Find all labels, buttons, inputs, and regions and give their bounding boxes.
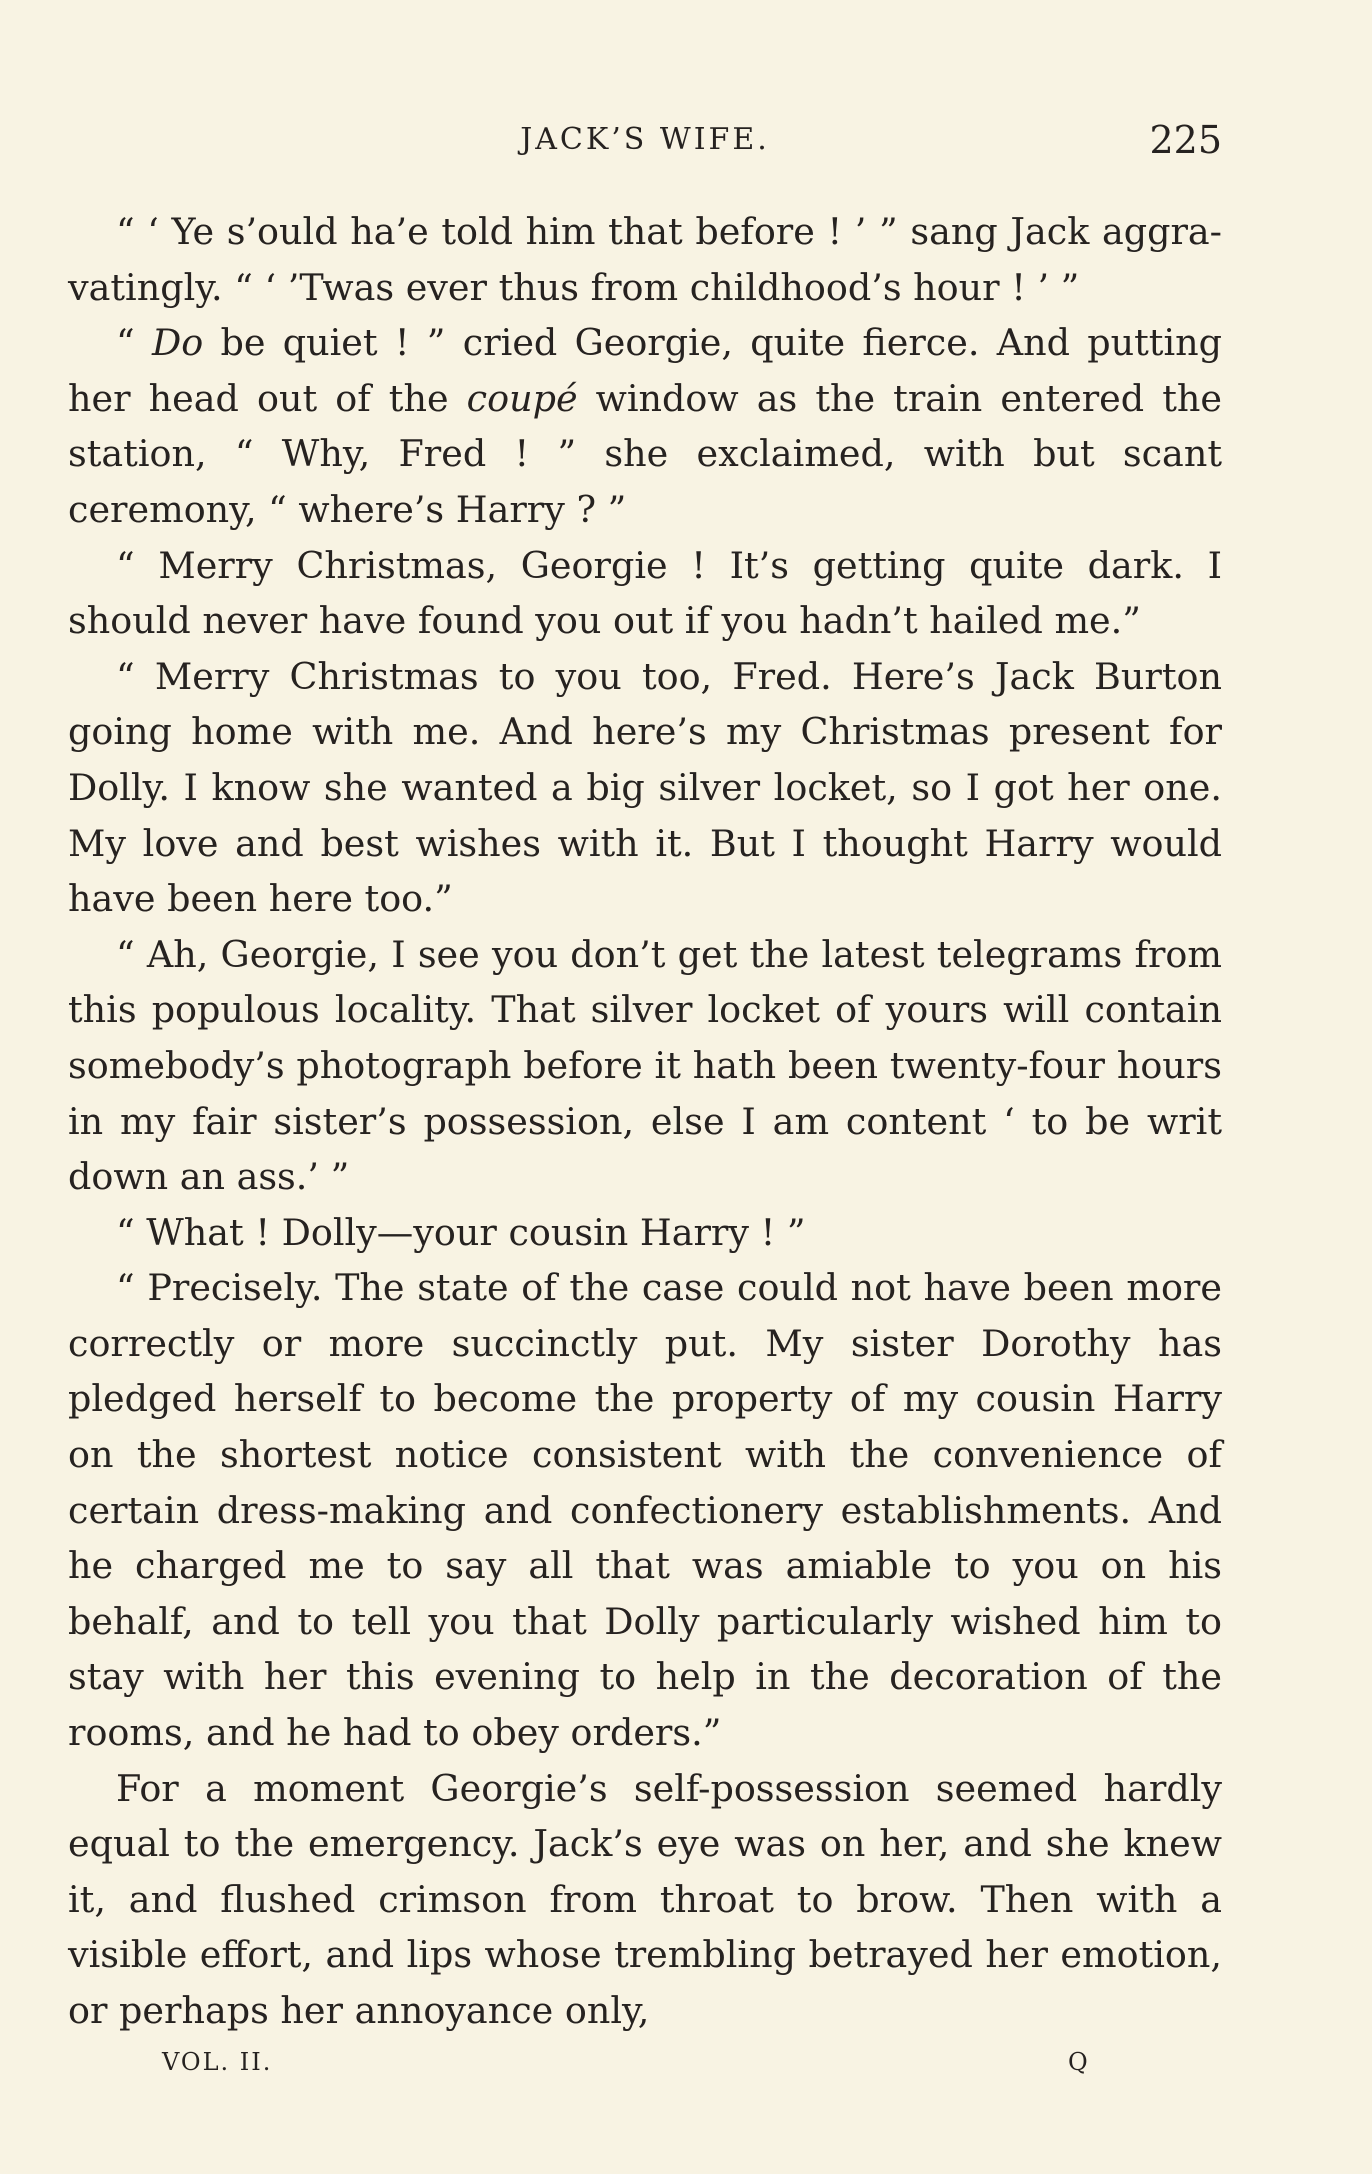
paragraph: “ Precisely. The state of the case could not have been more correctly or more succinctly put. My sister Dorothy has pledged herself to become the property of my cousin Harry on the shortest notice consistent with the convenience of certain dress-making and confectionery establishments. And he charged me to say all that was amiable to you on his behalf, and to tell you that Dolly particularly wished him to stay with her this evening to help in the decoration of the rooms, and he had to obey orders.”	[68, 1266, 1222, 1755]
body-text	[68, 204, 1222, 2039]
emphasis: coupé	[466, 376, 578, 420]
text-span: “	[116, 321, 152, 365]
running-title: JACK’S WIFE.	[520, 122, 770, 157]
page-number: 225	[1149, 118, 1222, 162]
paragraph: “ ‘ Ye s’ould ha’e told him that before ! ’ ” sang Jack aggra-vatingly. “ ‘ ’Twas ever thus from childhood’s hour ! ’ ”	[68, 210, 1222, 309]
paragraph: “ Ah, Georgie, I see you don’t get the latest telegrams from this populous locality. That silver locket of yours will contain somebody’s photograph before it hath been twenty-four hours in my fair sister’s possession, else I am content ‘ to be writ down an ass.’ ”	[68, 932, 1222, 1199]
signature-mark: Q	[1068, 2048, 1090, 2076]
page-footer	[68, 2048, 1222, 2088]
text-span: window as the train entered the station, “ Why, Fred ! ” she exclaimed, with but scant ceremony, “ where’s Harry ? ”	[68, 376, 1222, 531]
paragraph: “ What ! Dolly—your cousin Harry ! ”	[116, 1210, 806, 1254]
paragraph	[68, 315, 1222, 537]
emphasis: Do	[151, 321, 204, 365]
paragraph: “ Merry Christmas to you too, Fred. Here’s Jack Burton going home with me. And here’s my Christmas present for Dolly. I know she wanted a big silver locket, so I got her one. My love and best wishes with it. But I thought Harry would have been here too.”	[68, 654, 1222, 921]
volume-mark: VOL. II.	[162, 2048, 273, 2076]
running-header	[68, 118, 1222, 168]
paragraph: For a moment Georgie’s self-possession seemed hardly equal to the emergency. Jack’s eye was on her, and she knew it, and flushed crimson from throat to brow. Then with a visible effort, and lips whose trembling betrayed her emotion, or perhaps her annoyance only,	[68, 1766, 1222, 2032]
paragraph: “ Merry Christmas, Georgie ! It’s getting quite dark. I should never have found you out if you hadn’t hailed me.”	[68, 543, 1222, 643]
text-span: be quiet ! ” cried Georgie, quite fierce. And putting her head out of the	[68, 321, 1222, 420]
